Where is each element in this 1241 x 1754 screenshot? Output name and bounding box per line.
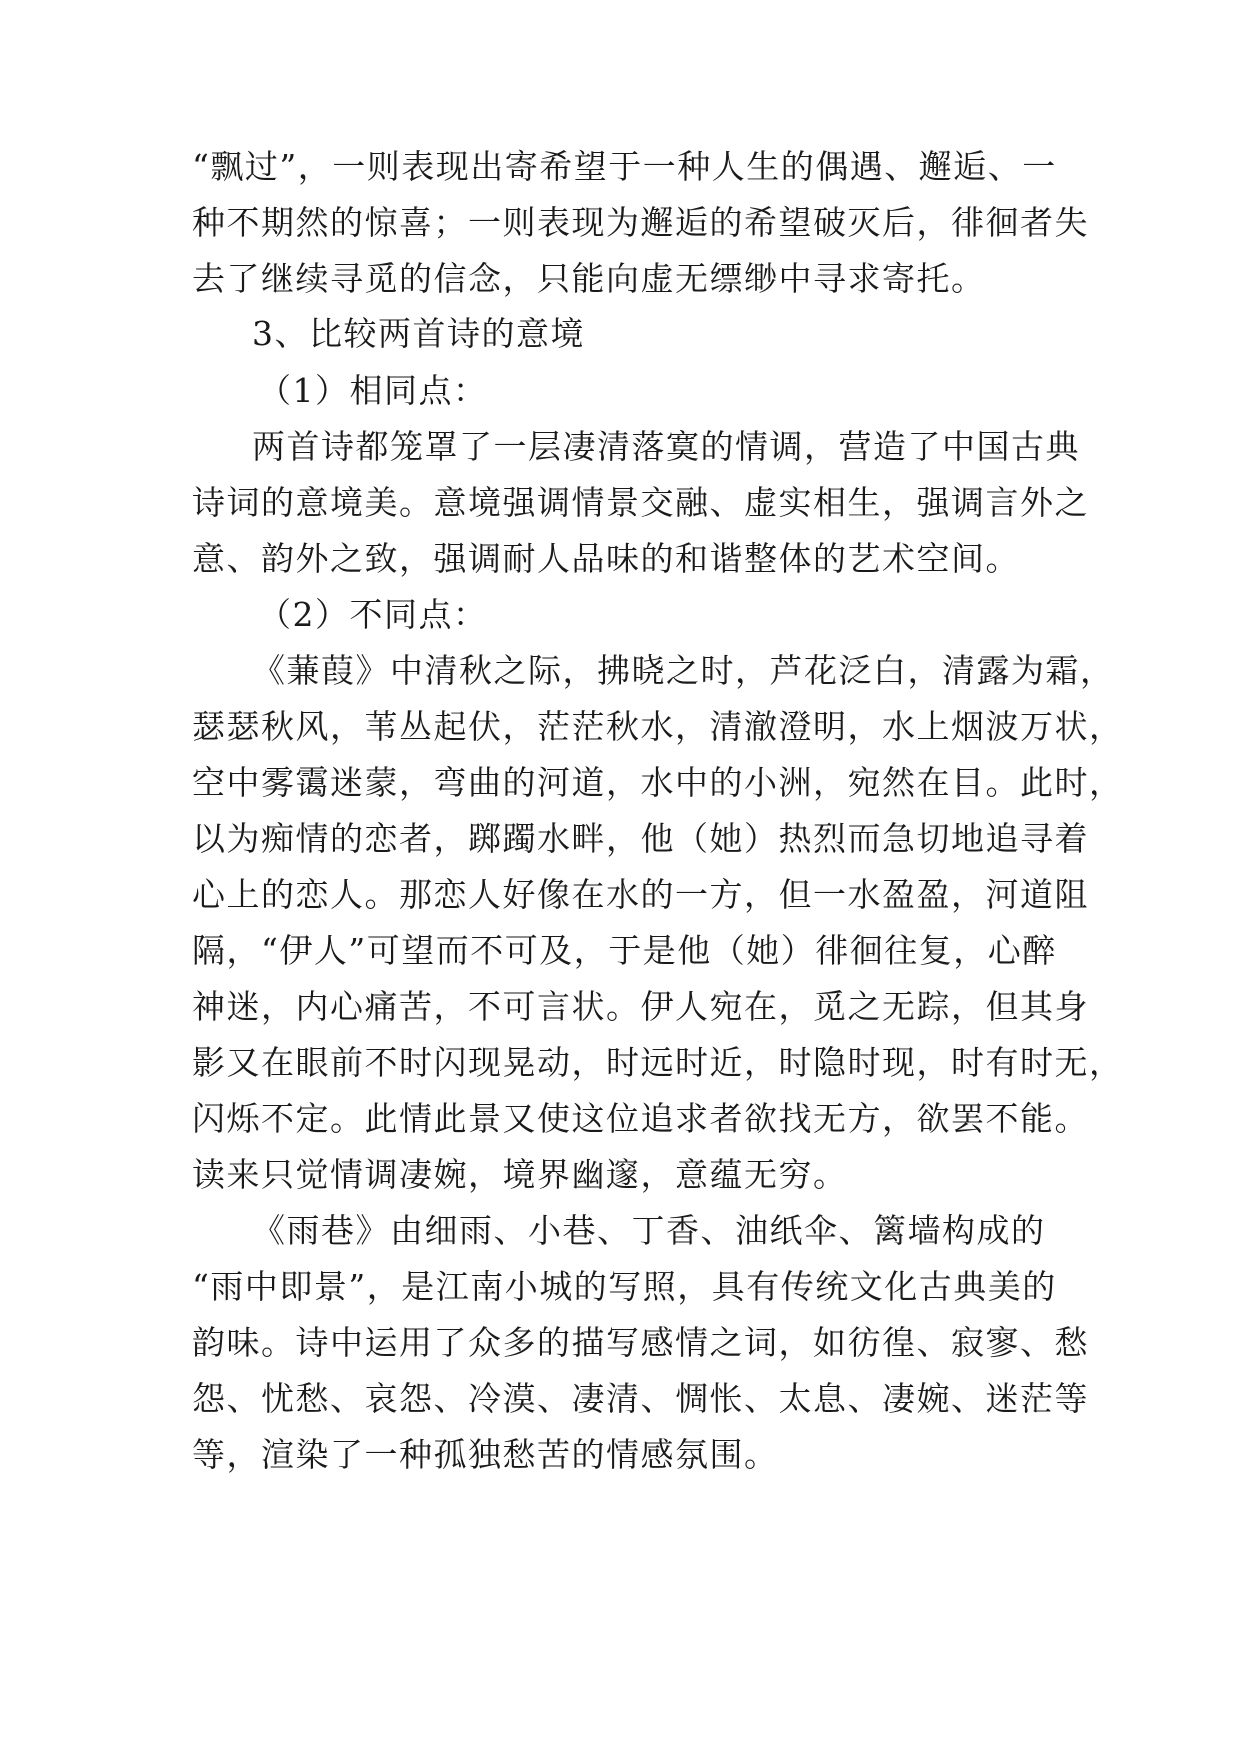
text-line: 意、韵外之致，强调耐人品味的和谐整体的艺术空间。 [192,539,1020,578]
text-line: 怨、忧愁、哀怨、冷漠、凄清、惆怅、太息、凄婉、迷茫等 [192,1379,1089,1418]
text-line: 《雨巷》由细雨、小巷、丁香、油纸伞、篱墙构成的 [252,1211,1046,1250]
text-line: 空中雾霭迷蒙，弯曲的河道，水中的小洲，宛然在目。此时， [192,763,1124,802]
text-line: 《蒹葭》中清秋之际，拂晓之时，芦花泛白，清露为霜， [252,651,1115,690]
text-line: 两首诗都笼罩了一层凄清落寞的情调，营造了中国古典 [252,427,1080,466]
subheading: （2）不同点： [258,595,488,634]
text-line: 等，渲染了一种孤独愁苦的情感氛围。 [192,1435,779,1474]
text-line: 韵味。诗中运用了众多的描写感情之词，如彷徨、寂寥、愁 [192,1323,1089,1362]
text-line: “飘过”，一则表现出寄希望于一种人生的偶遇、邂逅、一 [192,147,1057,186]
text-line: 瑟瑟秋风，苇丛起伏，茫茫秋水，清澈澄明，水上烟波万状， [192,707,1124,746]
text-line: 诗词的意境美。意境强调情景交融、虚实相生，强调言外之 [192,483,1089,522]
text-line: 神迷，内心痛苦，不可言状。伊人宛在，觅之无踪，但其身 [192,987,1089,1026]
text-line: 读来只觉情调凄婉，境界幽邃，意蕴无穷。 [192,1155,848,1194]
text-line: 心上的恋人。那恋人好像在水的一方，但一水盈盈，河道阻 [192,875,1089,914]
text-line: 去了继续寻觅的信念，只能向虚无缥缈中寻求寄托。 [192,259,986,298]
text-line: 种不期然的惊喜；一则表现为邂逅的希望破灭后，徘徊者失 [192,203,1089,242]
section-heading: 3、比较两首诗的意境 [252,314,585,353]
subheading: （1）相同点： [258,371,488,410]
text-line: 隔，“伊人”可望而不可及，于是他（她）徘徊往复，心醉 [192,931,1057,970]
text-line: “雨中即景”，是江南小城的写照，具有传统文化古典美的 [192,1267,1057,1306]
text-line: 以为痴情的恋者，踯躅水畔，他（她）热烈而急切地追寻着 [192,819,1089,858]
text-line: 影又在眼前不时闪现晃动，时远时近，时隐时现，时有时无， [192,1043,1124,1082]
text-line: 闪烁不定。此情此景又使这位追求者欲找无方，欲罢不能。 [192,1099,1089,1138]
